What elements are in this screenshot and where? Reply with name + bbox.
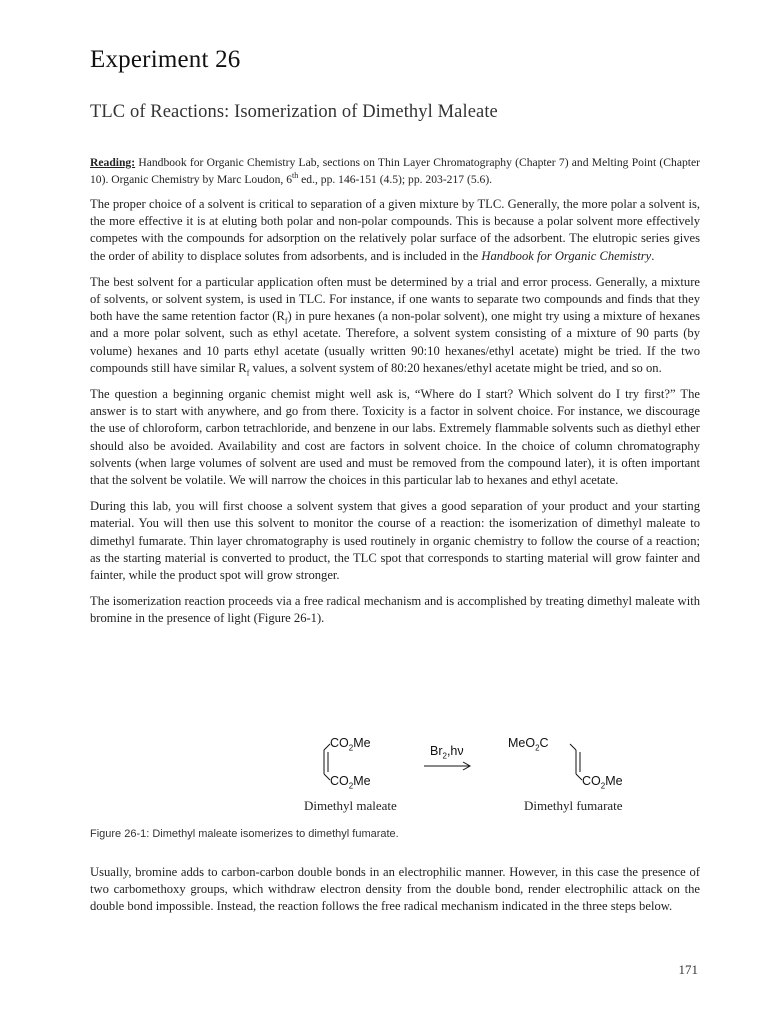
chem-sub: 2 xyxy=(535,743,540,753)
fumarate-bottom-group xyxy=(582,774,623,791)
body-text-after-figure xyxy=(90,864,700,916)
chem-text: Me xyxy=(605,774,623,788)
rf-subscript: f xyxy=(284,316,288,326)
paragraph-2-text-a: The best solvent for a particular application often must be determined by a trial and error process. Generally, a mixture of solvents, or solvent system, is used in TLC. For instance, if one wants to separate two compounds and finds that they both have the same retention factor (R xyxy=(90,274,700,324)
fumarate-top-group xyxy=(508,736,549,753)
reagent-label xyxy=(430,744,464,761)
chem-sub: 2 xyxy=(442,751,447,761)
reading-paragraph xyxy=(90,154,700,188)
chem-text: C xyxy=(539,736,549,750)
experiment-title: TLC of Reactions: Isomerization of Dimethyl Maleate xyxy=(90,102,498,122)
maleate-bottom-group xyxy=(330,774,371,791)
paragraph-2-text-c: values, a solvent system of 80:20 hexanes/ethyl acetate might be tried, and so on. xyxy=(249,360,662,375)
chem-sub: 2 xyxy=(348,743,354,753)
reading-sup: th xyxy=(292,171,299,181)
reaction-scheme xyxy=(304,736,623,820)
figure-caption: Figure 26-1: Dimethyl maleate isomerizes to dimethyl fumarate. xyxy=(90,828,399,840)
paragraph-1-text: The proper choice of a solvent is critical to separation of a given mixture by TLC. Generally, the more polar a solvent is, the more effective it is at eluting both polar and non-polar compounds. This is because a polar solvent more effectively competes with the compounds for adsorption on the relatively polar surface of the adsorbent. The elutropic series gives the order of ability to displace solutes from adsorbents, and is included in the xyxy=(90,197,700,263)
paragraph-4: During this lab, you will first choose a solvent system that gives a good separation of your product and your starting material. You will then use this solvent to monitor the course of a reaction: the isomerization of dimethyl maleate to dimethyl fumarate. Thin layer chromatography is used routinely in organic chemistry to follow the course of a reaction; as the starting material is converted to product, the TLC spot that corresponds to starting material will grow fainter and fainter, while the product spot will grow stronger. xyxy=(90,499,700,583)
paragraph-2 xyxy=(90,274,700,377)
paragraph-6: Usually, bromine adds to carbon-carbon double bonds in an electrophilic manner. However, in this case the presence of two carbomethoxy groups, which withdraw electron density from the double bond, render electrophilic attack on the double bond impossible. Instead, the reaction follows the free radical mechanism indicated in the three steps below. xyxy=(90,865,700,914)
chem-sub: 2 xyxy=(348,781,354,791)
reading-label: Reading: xyxy=(90,156,136,169)
paragraph-1 xyxy=(90,196,700,265)
chem-text: Me xyxy=(353,774,371,788)
paragraph-5: The isomerization reaction proceeds via a free radical mechanism and is accomplished by treating dimethyl maleate with bromine in the presence of light (Figure 26-1). xyxy=(90,594,700,626)
reading-text-1: Handbook for Organic Chemistry Lab, sections on Thin Layer Chromatography (Chapter 7) and Melting Point (Chapter 10). Organic Chemistry by Marc Loudon, 6 xyxy=(90,156,700,186)
chem-text: Br xyxy=(430,744,443,758)
maleate-top-group xyxy=(330,736,371,753)
body-text xyxy=(90,196,700,637)
fumarate-name: Dimethyl fumarate xyxy=(524,798,623,813)
chem-text: Me xyxy=(353,736,371,750)
paragraph-1-end: . xyxy=(651,248,655,263)
paragraph-2-text-b: ) in pure hexanes (a non-polar solvent), one might try using a mixture of hexanes and a more polar solvent, such as ethyl acetate. Therefore, a solvent system consisting of a mixture of 90 parts (by volume) hexanes and 10 parts ethyl acetate (usually written 90:10 hexanes/ethyl acetate) might be tried. If the two compounds still have similar R xyxy=(90,309,700,375)
chem-sub: 2 xyxy=(600,781,606,791)
page-number: 171 xyxy=(678,962,698,977)
chem-text: CO xyxy=(330,774,349,788)
reading-text-2: ed., pp. 146-151 (4.5); pp. 203-217 (5.6). xyxy=(298,173,493,186)
paragraph-3: The question a beginning organic chemist might well ask is, “Where do I start? Which solvent do I try first?” The answer is to start with anywhere, and go from there. Toxicity is a factor in solvent choice. For instance, we discourage the use of chloroform, carbon tetrachloride, and benzene in our labs. Extremely flammable solvents such as diethyl ether should also be avoided. Availability and cost are factors in solvent choice. In the choice of column chromatography solvents (when large volumes of solvent are used and must be removed from the compound later), it is often important that the solvent be volatile. We will narrow the choices in this particular lab to hexanes and ethyl acetate. xyxy=(90,387,700,488)
experiment-heading: Experiment 26 xyxy=(90,46,241,73)
chem-text: CO xyxy=(582,774,601,788)
chem-text: CO xyxy=(330,736,349,750)
chem-text: ,hν xyxy=(446,744,464,758)
chem-text: MeO xyxy=(508,736,536,750)
maleate-name: Dimethyl maleate xyxy=(304,798,397,813)
handbook-title: Handbook for Organic Chemistry xyxy=(481,248,652,263)
rf-subscript: f xyxy=(246,368,250,378)
